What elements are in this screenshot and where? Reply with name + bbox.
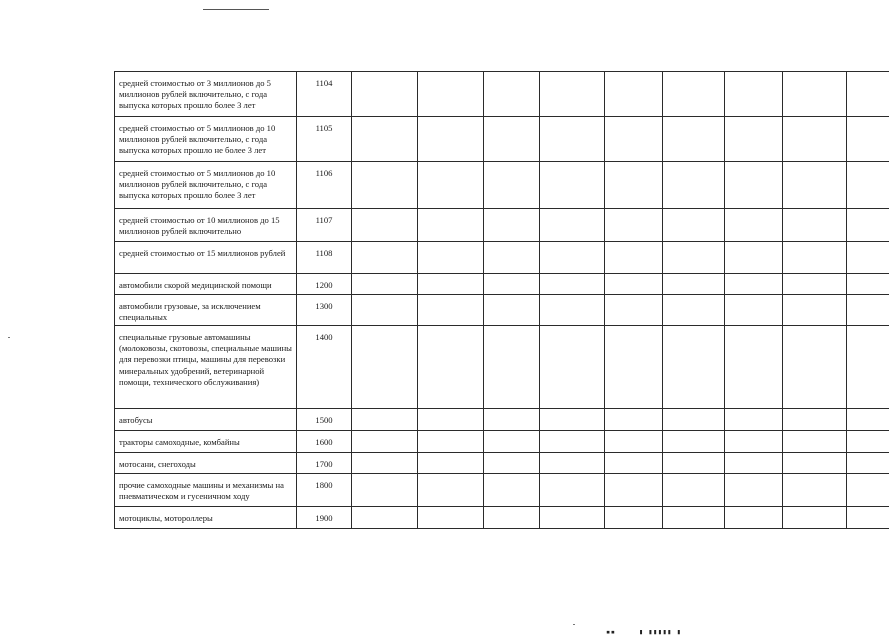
empty-value-cell: [725, 295, 783, 326]
empty-value-cell: [725, 507, 783, 529]
empty-value-cell: [540, 507, 605, 529]
table-body: [115, 72, 889, 529]
row-code-cell: 1800: [297, 474, 352, 507]
empty-value-cell: [663, 474, 725, 507]
empty-value-cell: [418, 326, 484, 409]
empty-value-cell: [418, 431, 484, 453]
empty-value-cell: [352, 117, 418, 162]
empty-value-cell: [783, 409, 847, 431]
empty-value-cell: [663, 431, 725, 453]
empty-value-cell: [783, 295, 847, 326]
empty-value-cell: [484, 507, 540, 529]
row-code-cell: 1107: [297, 209, 352, 242]
empty-value-cell: [663, 507, 725, 529]
empty-value-cell: [540, 274, 605, 295]
empty-value-cell: [484, 295, 540, 326]
row-name-cell: средней стоимостью от 10 миллионов до 15 миллионов рублей включительно: [115, 209, 297, 242]
empty-value-cell: [484, 431, 540, 453]
empty-value-cell: [418, 242, 484, 274]
row-name-cell: автобусы: [115, 409, 297, 431]
empty-value-cell: [847, 117, 889, 162]
empty-value-cell: [605, 242, 663, 274]
empty-value-cell: [484, 274, 540, 295]
empty-value-cell: [484, 242, 540, 274]
empty-value-cell: [352, 453, 418, 474]
empty-value-cell: [352, 72, 418, 117]
empty-value-cell: [352, 209, 418, 242]
row-code-cell: 1106: [297, 162, 352, 209]
empty-value-cell: [352, 162, 418, 209]
empty-value-cell: [725, 162, 783, 209]
empty-value-cell: [725, 409, 783, 431]
row-code-cell: 1200: [297, 274, 352, 295]
empty-value-cell: [783, 72, 847, 117]
empty-value-cell: [847, 453, 889, 474]
empty-value-cell: [540, 431, 605, 453]
empty-value-cell: [725, 431, 783, 453]
empty-value-cell: [540, 474, 605, 507]
row-name-cell: мотосани, снегоходы: [115, 453, 297, 474]
empty-value-cell: [663, 72, 725, 117]
empty-value-cell: [725, 117, 783, 162]
empty-value-cell: [783, 326, 847, 409]
empty-value-cell: [605, 326, 663, 409]
row-code-cell: 1104: [297, 72, 352, 117]
empty-value-cell: [783, 162, 847, 209]
empty-value-cell: [783, 274, 847, 295]
empty-value-cell: [725, 72, 783, 117]
empty-value-cell: [540, 453, 605, 474]
scan-artifact-line: [203, 9, 269, 10]
empty-value-cell: [725, 274, 783, 295]
empty-value-cell: [663, 453, 725, 474]
row-code-cell: 1108: [297, 242, 352, 274]
table-row: [115, 209, 889, 242]
empty-value-cell: [352, 295, 418, 326]
empty-value-cell: [725, 209, 783, 242]
empty-value-cell: [847, 242, 889, 274]
empty-value-cell: [725, 326, 783, 409]
empty-value-cell: [663, 409, 725, 431]
scan-artifact-dot: [573, 624, 575, 625]
empty-value-cell: [783, 453, 847, 474]
empty-value-cell: [605, 507, 663, 529]
empty-value-cell: [847, 162, 889, 209]
empty-value-cell: [847, 274, 889, 295]
row-name-cell: мотоциклы, мотороллеры: [115, 507, 297, 529]
empty-value-cell: [605, 431, 663, 453]
table-row: [115, 162, 889, 209]
empty-value-cell: [725, 242, 783, 274]
empty-value-cell: [847, 431, 889, 453]
empty-value-cell: [418, 274, 484, 295]
row-code-cell: 1300: [297, 295, 352, 326]
empty-value-cell: [725, 474, 783, 507]
empty-value-cell: [663, 162, 725, 209]
empty-value-cell: [418, 409, 484, 431]
table-row: [115, 431, 889, 453]
empty-value-cell: [605, 209, 663, 242]
row-name-cell: средней стоимостью от 3 миллионов до 5 миллионов рублей включительно, с года выпуска которых прошло более 3 лет: [115, 72, 297, 117]
empty-value-cell: [418, 474, 484, 507]
table-row: [115, 326, 889, 409]
data-table: [114, 71, 889, 529]
row-name-cell: средней стоимостью от 5 миллионов до 10 миллионов рублей включительно, с года выпуска которых прошло не более 3 лет: [115, 117, 297, 162]
row-name-cell: специальные грузовые автомашины (молоковозы, скотовозы, специальные машины для перевозки птицы, машины для перевозки минеральных удобрений, ветеринарной помощи, технического обслуживания): [115, 326, 297, 409]
empty-value-cell: [418, 72, 484, 117]
table-row: [115, 474, 889, 507]
empty-value-cell: [605, 274, 663, 295]
empty-value-cell: [540, 72, 605, 117]
empty-value-cell: [663, 209, 725, 242]
empty-value-cell: [847, 474, 889, 507]
empty-value-cell: [847, 72, 889, 117]
empty-value-cell: [352, 274, 418, 295]
empty-value-cell: [663, 274, 725, 295]
empty-value-cell: [352, 507, 418, 529]
empty-value-cell: [663, 326, 725, 409]
row-name-cell: средней стоимостью от 5 миллионов до 10 миллионов рублей включительно, с года выпуска которых прошло более 3 лет: [115, 162, 297, 209]
empty-value-cell: [484, 162, 540, 209]
row-code-cell: 1700: [297, 453, 352, 474]
row-code-cell: 1105: [297, 117, 352, 162]
row-name-cell: автомобили скорой медицинской помощи: [115, 274, 297, 295]
scan-artifact-specks: ▪▪ ▮ ▮▮▮▮▮ ▮: [606, 628, 682, 636]
row-code-cell: 1600: [297, 431, 352, 453]
empty-value-cell: [847, 209, 889, 242]
empty-value-cell: [484, 474, 540, 507]
empty-value-cell: [663, 242, 725, 274]
empty-value-cell: [352, 474, 418, 507]
empty-value-cell: [484, 409, 540, 431]
empty-value-cell: [725, 453, 783, 474]
table-row: [115, 274, 889, 295]
empty-value-cell: [605, 162, 663, 209]
empty-value-cell: [783, 431, 847, 453]
empty-value-cell: [783, 242, 847, 274]
empty-value-cell: [783, 474, 847, 507]
empty-value-cell: [540, 209, 605, 242]
empty-value-cell: [484, 209, 540, 242]
table-row: [115, 242, 889, 274]
empty-value-cell: [663, 117, 725, 162]
row-name-cell: автомобили грузовые, за исключением специальных: [115, 295, 297, 326]
empty-value-cell: [418, 507, 484, 529]
empty-value-cell: [540, 326, 605, 409]
empty-value-cell: [540, 117, 605, 162]
empty-value-cell: [418, 209, 484, 242]
table-row: [115, 507, 889, 529]
empty-value-cell: [605, 453, 663, 474]
row-code-cell: 1500: [297, 409, 352, 431]
empty-value-cell: [847, 295, 889, 326]
scan-artifact-dot: [8, 337, 10, 338]
empty-value-cell: [847, 409, 889, 431]
empty-value-cell: [484, 72, 540, 117]
empty-value-cell: [605, 474, 663, 507]
table-row: [115, 117, 889, 162]
empty-value-cell: [418, 117, 484, 162]
row-code-cell: 1400: [297, 326, 352, 409]
empty-value-cell: [540, 162, 605, 209]
row-name-cell: прочие самоходные машины и механизмы на пневматическом и гусеничном ходу: [115, 474, 297, 507]
empty-value-cell: [540, 295, 605, 326]
empty-value-cell: [418, 453, 484, 474]
empty-value-cell: [605, 72, 663, 117]
table-row: [115, 453, 889, 474]
table-row: [115, 295, 889, 326]
empty-value-cell: [540, 409, 605, 431]
empty-value-cell: [418, 295, 484, 326]
table-row: [115, 72, 889, 117]
empty-value-cell: [605, 409, 663, 431]
empty-value-cell: [352, 242, 418, 274]
table-row: [115, 409, 889, 431]
empty-value-cell: [783, 209, 847, 242]
empty-value-cell: [484, 117, 540, 162]
empty-value-cell: [605, 117, 663, 162]
empty-value-cell: [352, 431, 418, 453]
empty-value-cell: [540, 242, 605, 274]
empty-value-cell: [352, 326, 418, 409]
empty-value-cell: [847, 326, 889, 409]
row-name-cell: тракторы самоходные, комбайны: [115, 431, 297, 453]
empty-value-cell: [352, 409, 418, 431]
empty-value-cell: [663, 295, 725, 326]
empty-value-cell: [783, 117, 847, 162]
row-code-cell: 1900: [297, 507, 352, 529]
empty-value-cell: [484, 453, 540, 474]
empty-value-cell: [847, 507, 889, 529]
empty-value-cell: [484, 326, 540, 409]
empty-value-cell: [783, 507, 847, 529]
empty-value-cell: [418, 162, 484, 209]
empty-value-cell: [605, 295, 663, 326]
row-name-cell: средней стоимостью от 15 миллионов рублей: [115, 242, 297, 274]
